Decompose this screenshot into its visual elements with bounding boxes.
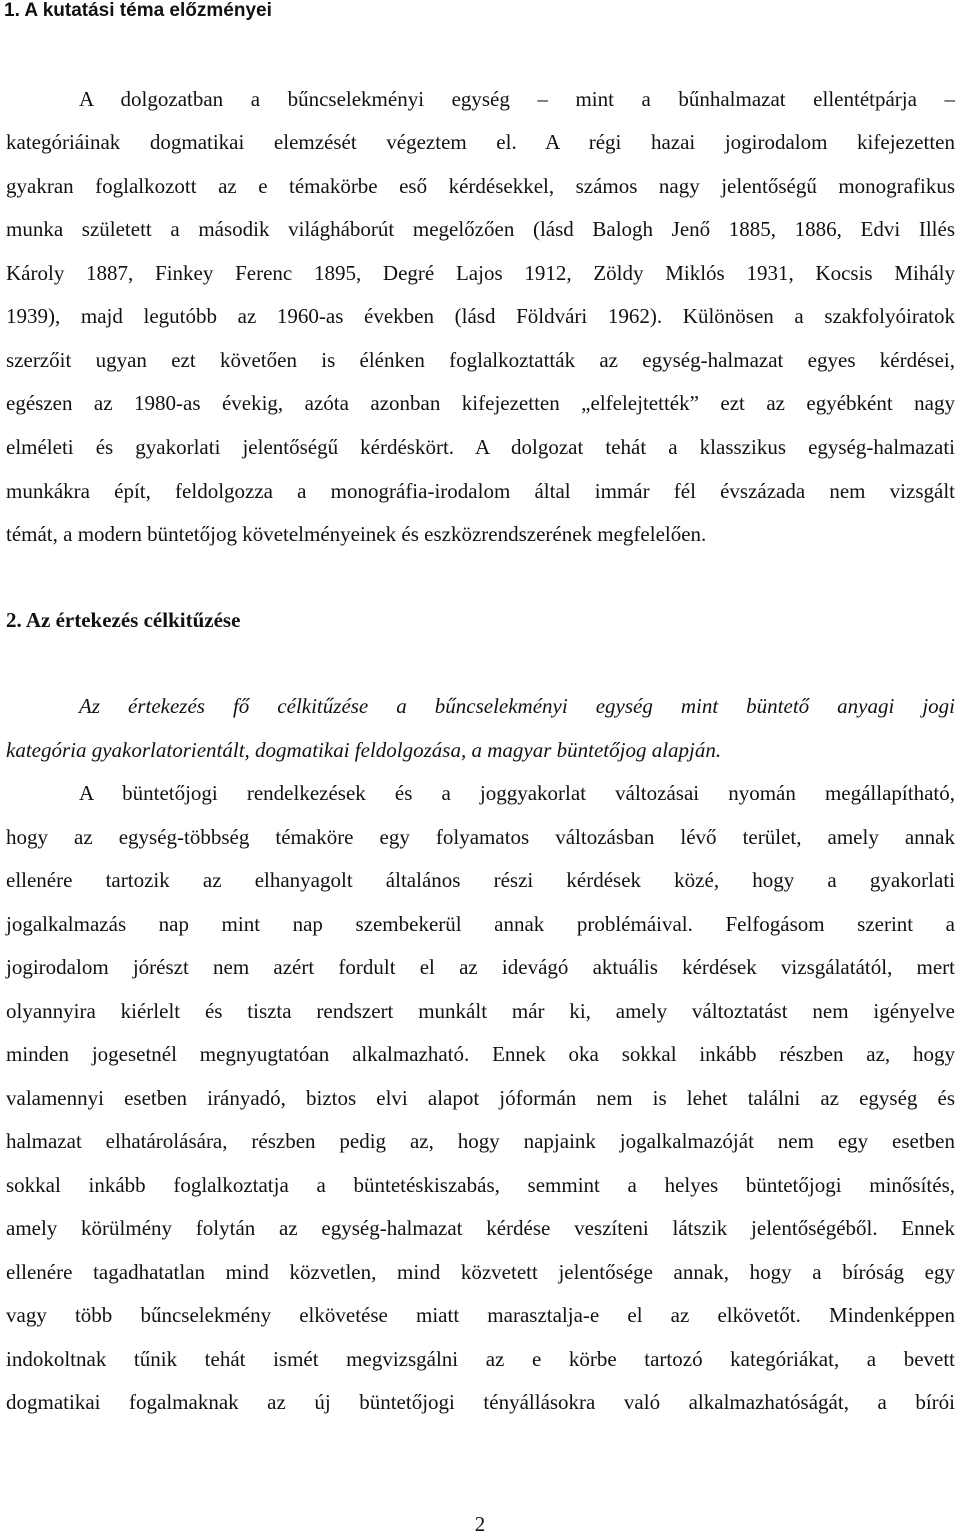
- paragraph-line: kategóriáinak dogmatikai elemzését végeztem el. A régi hazai jogirodalom kifejezetten: [6, 130, 955, 154]
- paragraph-line: egészen az 1980-as évekig, azóta azonban kifejezetten „elfelejtették” ezt az egyébként nagy: [6, 391, 955, 415]
- goal-line: kategória gyakorlatorientált, dogmatikai feldolgozása, a magyar büntetőjog alapján.: [6, 738, 722, 762]
- goal-line: Az értekezés fő célkitűzése a bűncselekményi egység mint büntető anyagi jogi: [79, 694, 955, 718]
- paragraph-line: vagy több bűncselekmény elkövetése miatt marasztalja-e el az elkövetőt. Mindenképpen: [6, 1303, 955, 1327]
- paragraph-line: amely körülmény folytán az egység-halmazat kérdése veszíteni látszik jelentőségéből. Ennek: [6, 1216, 955, 1240]
- section-1-heading: 1. A kutatási téma előzményei: [4, 0, 272, 21]
- paragraph-line: dogmatikai fogalmaknak az új büntetőjogi tényállásokra való alkalmazhatóságát, a bírói: [6, 1390, 955, 1414]
- paragraph-line: Károly 1887, Finkey Ferenc 1895, Degré Lajos 1912, Zöldy Miklós 1931, Kocsis Mihály: [6, 261, 955, 285]
- paragraph-line: ellenére tagadhatatlan mind közvetlen, mind közvetett jelentősége annak, hogy a bíróság egy: [6, 1260, 955, 1284]
- paragraph-line: hogy az egység-többség témaköre egy folyamatos változásban lévő terület, amely annak: [6, 825, 955, 849]
- paragraph-line: jogirodalom jórészt nem azért fordult el az idevágó aktuális kérdések vizsgálatától, mert: [6, 955, 955, 979]
- paragraph-line: halmazat elhatárolására, részben pedig az, hogy napjaink jogalkalmazóját nem egy esetben: [6, 1129, 955, 1153]
- paragraph-line: indokoltnak tűnik tehát ismét megvizsgálni az e körbe tartozó kategóriákat, a bevett: [6, 1347, 955, 1371]
- paragraph-line: minden jogesetnél megnyugtatóan alkalmazható. Ennek oka sokkal inkább részben az, hogy: [6, 1042, 955, 1066]
- paragraph-line: gyakran foglalkozott az e témakörbe eső kérdésekkel, számos nagy jelentőségű monografikus: [6, 174, 955, 198]
- paragraph-line: elméleti és gyakorlati jelentőségű kérdéskört. A dolgozat tehát a klasszikus egység-halmazati: [6, 435, 955, 459]
- paragraph-line: szerzőit ugyan ezt követően is élénken foglalkoztatták az egység-halmazat egyes kérdései,: [6, 348, 955, 372]
- paragraph-line: ellenére tartozik az elhanyagolt általános részi kérdések közé, hogy a gyakorlati: [6, 868, 955, 892]
- paragraph-line: munka született a második világháborút megelőzően (lásd Balogh Jenő 1885, 1886, Edvi Illés: [6, 217, 955, 241]
- paragraph-line: valamennyi esetben irányadó, biztos elvi alapot jóformán nem is lehet találni az egység és: [6, 1086, 955, 1110]
- paragraph-line: olyannyira kiérlelt és tiszta rendszert munkált már ki, amely változtatást nem igényelve: [6, 999, 955, 1023]
- section-2-heading: 2. Az értekezés célkitűzése: [6, 608, 241, 632]
- paragraph-line: 1939), majd legutóbb az 1960-as években (lásd Földvári 1962). Különösen a szakfolyóiratok: [6, 304, 955, 328]
- paragraph-line: jogalkalmazás nap mint nap szembekerül annak problémáival. Felfogásom szerint a: [6, 912, 955, 936]
- paragraph-line: sokkal inkább foglalkoztatja a büntetéskiszabás, semmint a helyes büntetőjogi minősítés,: [6, 1173, 955, 1197]
- paragraph-line: A dolgozatban a bűncselekményi egység – mint a bűnhalmazat ellentétpárja –: [79, 87, 955, 111]
- paragraph-line: munkákra épít, feldolgozza a monográfia-irodalom által immár fél évszázada nem vizsgált: [6, 479, 955, 503]
- paragraph-line: témát, a modern büntetőjog követelményeinek és eszközrendszerének megfelelően.: [6, 522, 707, 546]
- page-number: 2: [474, 1512, 486, 1536]
- paragraph-line: A büntetőjogi rendelkezések és a joggyakorlat változásai nyomán megállapítható,: [79, 781, 955, 805]
